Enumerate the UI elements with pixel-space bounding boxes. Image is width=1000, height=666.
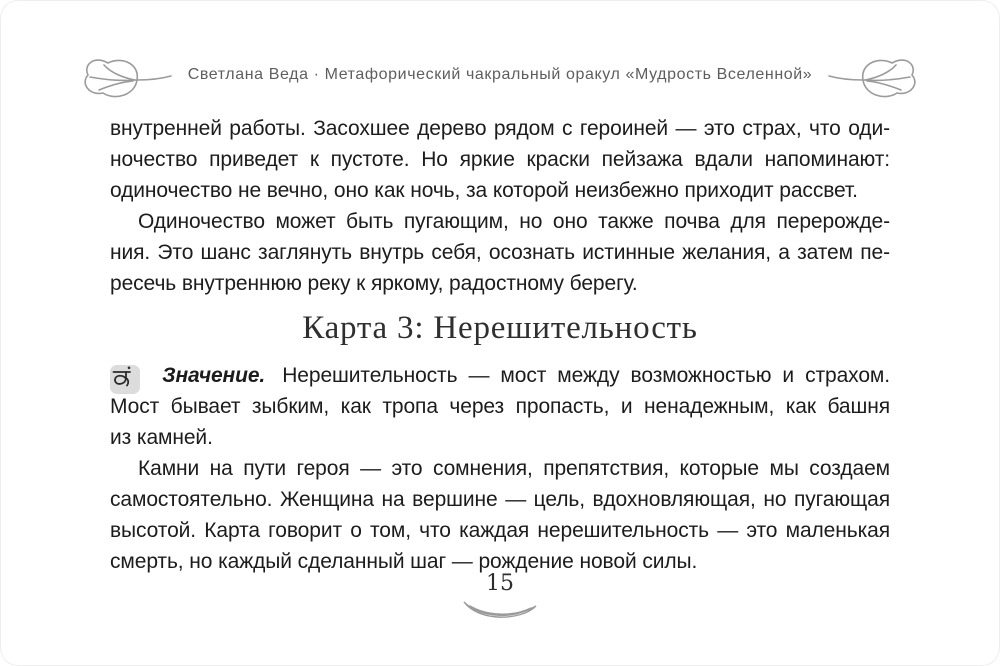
page-footer [0,572,1000,628]
text-line: Камни на пути героя — это сомнения, препятствия, которые мы создаем [138,457,890,480]
text-line: ночество приведет к пустоте. Но яркие краски пейзажа вдали напоминают: [110,148,890,171]
text-line [110,360,890,391]
text-line: из камней. [110,426,213,449]
leaf-swoosh-icon [461,597,539,623]
paragraph [110,113,890,206]
bija-lam-icon [110,365,140,394]
page-header [0,50,1000,100]
leaf-ornament-left-icon [80,52,172,98]
meaning-first-line-text: Нерешительность — мост между возможностью и страхом. [282,364,890,387]
meaning-label: Значение. [162,364,266,387]
text-line: смерть, но каждый сделанный шаг — рождение новой силы. [110,550,698,573]
text-line: самостоятельно. Женщина на вершине — цель, вдохновляющая, но пугающая [110,488,890,511]
running-title: Светлана Веда · Метафорический чакральный оракул «Мудрость Вселенной» [187,66,813,83]
card-section-heading: Карта 3: Нерешительность [302,310,698,346]
text-line: ния. Это шанс заглянуть внутрь себя, осознать истинные желания, а затем пе- [110,241,890,264]
paragraph [110,206,890,299]
paragraph [110,391,890,453]
text-line: внутренней работы. Засохшее дерево рядом с героиней — это страх, что оди- [110,117,890,140]
meaning-paragraph [110,360,890,453]
text-line: Мост бывает зыбким, как тропа через пропасть, и ненадежным, как башня [110,395,890,418]
text-line: высотой. Карта говорит о том, что каждая нерешительность — это маленькая [110,519,890,542]
text-line: Одиночество может быть пугающим, но оно также почва для перерожде- [138,210,890,233]
text-line: одиночество не вечно, оно как ночь, за которой неизбежно приходит рассвет. [110,179,858,202]
paragraph [110,453,890,577]
text-line: ресечь внутреннюю реку к яркому, радостному берегу. [110,272,638,295]
page-number: 15 [486,571,514,596]
leaf-ornament-right-icon [828,52,920,98]
page-content [110,113,890,577]
